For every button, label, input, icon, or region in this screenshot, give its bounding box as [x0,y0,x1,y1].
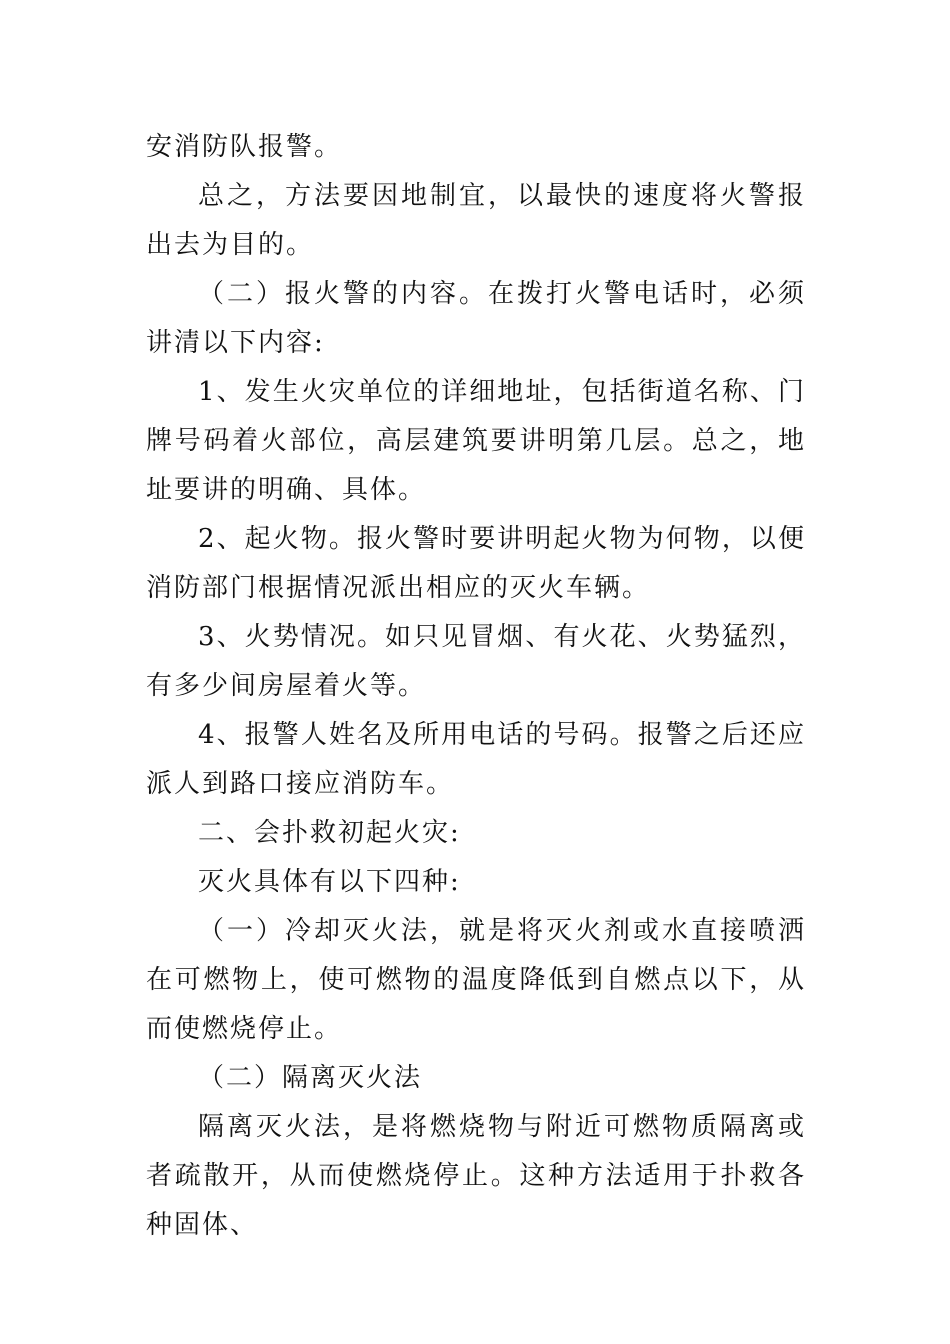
paragraph-3: （二）报火警的内容。在拨打火警电话时，必须讲清以下内容: [146,279,806,358]
paragraph-1: 安消防队报警。 [146,132,343,162]
paragraph-2: 总之，方法要因地制宜，以最快的速度将火警报出去为目的。 [146,181,806,260]
paragraph-8: 二、会扑救初起火灾: [198,818,461,848]
paragraph-12: 隔离灭火法，是将燃烧物与附近可燃物质隔离或者疏散开，从而使燃烧停止。这种方法适用于扑救各种固体、 [146,1112,806,1240]
paragraph-11: （二）隔离灭火法 [198,1063,423,1093]
paragraph-7: 4、报警人姓名及所用电话的号码。报警之后还应派人到路口接应消防车。 [146,720,806,799]
paragraph-4: 1、发生火灾单位的详细地址，包括街道名称、门牌号码着火部位，高层建筑要讲明第几层。总之，地址要讲的明确、具体。 [146,377,806,505]
paragraph-6: 3、火势情况。如只见冒烟、有火花、火势猛烈，有多少间房屋着火等。 [146,622,806,701]
document-body [146,123,806,1250]
paragraph-9: 灭火具体有以下四种: [198,867,461,897]
paragraph-10: （一）冷却灭火法，就是将灭火剂或水直接喷洒在可燃物上，使可燃物的温度降低到自燃点以下，从而使燃烧停止。 [146,916,806,1044]
paragraph-5: 2、起火物。报火警时要讲明起火物为何物，以便消防部门根据情况派出相应的灭火车辆。 [146,524,806,603]
